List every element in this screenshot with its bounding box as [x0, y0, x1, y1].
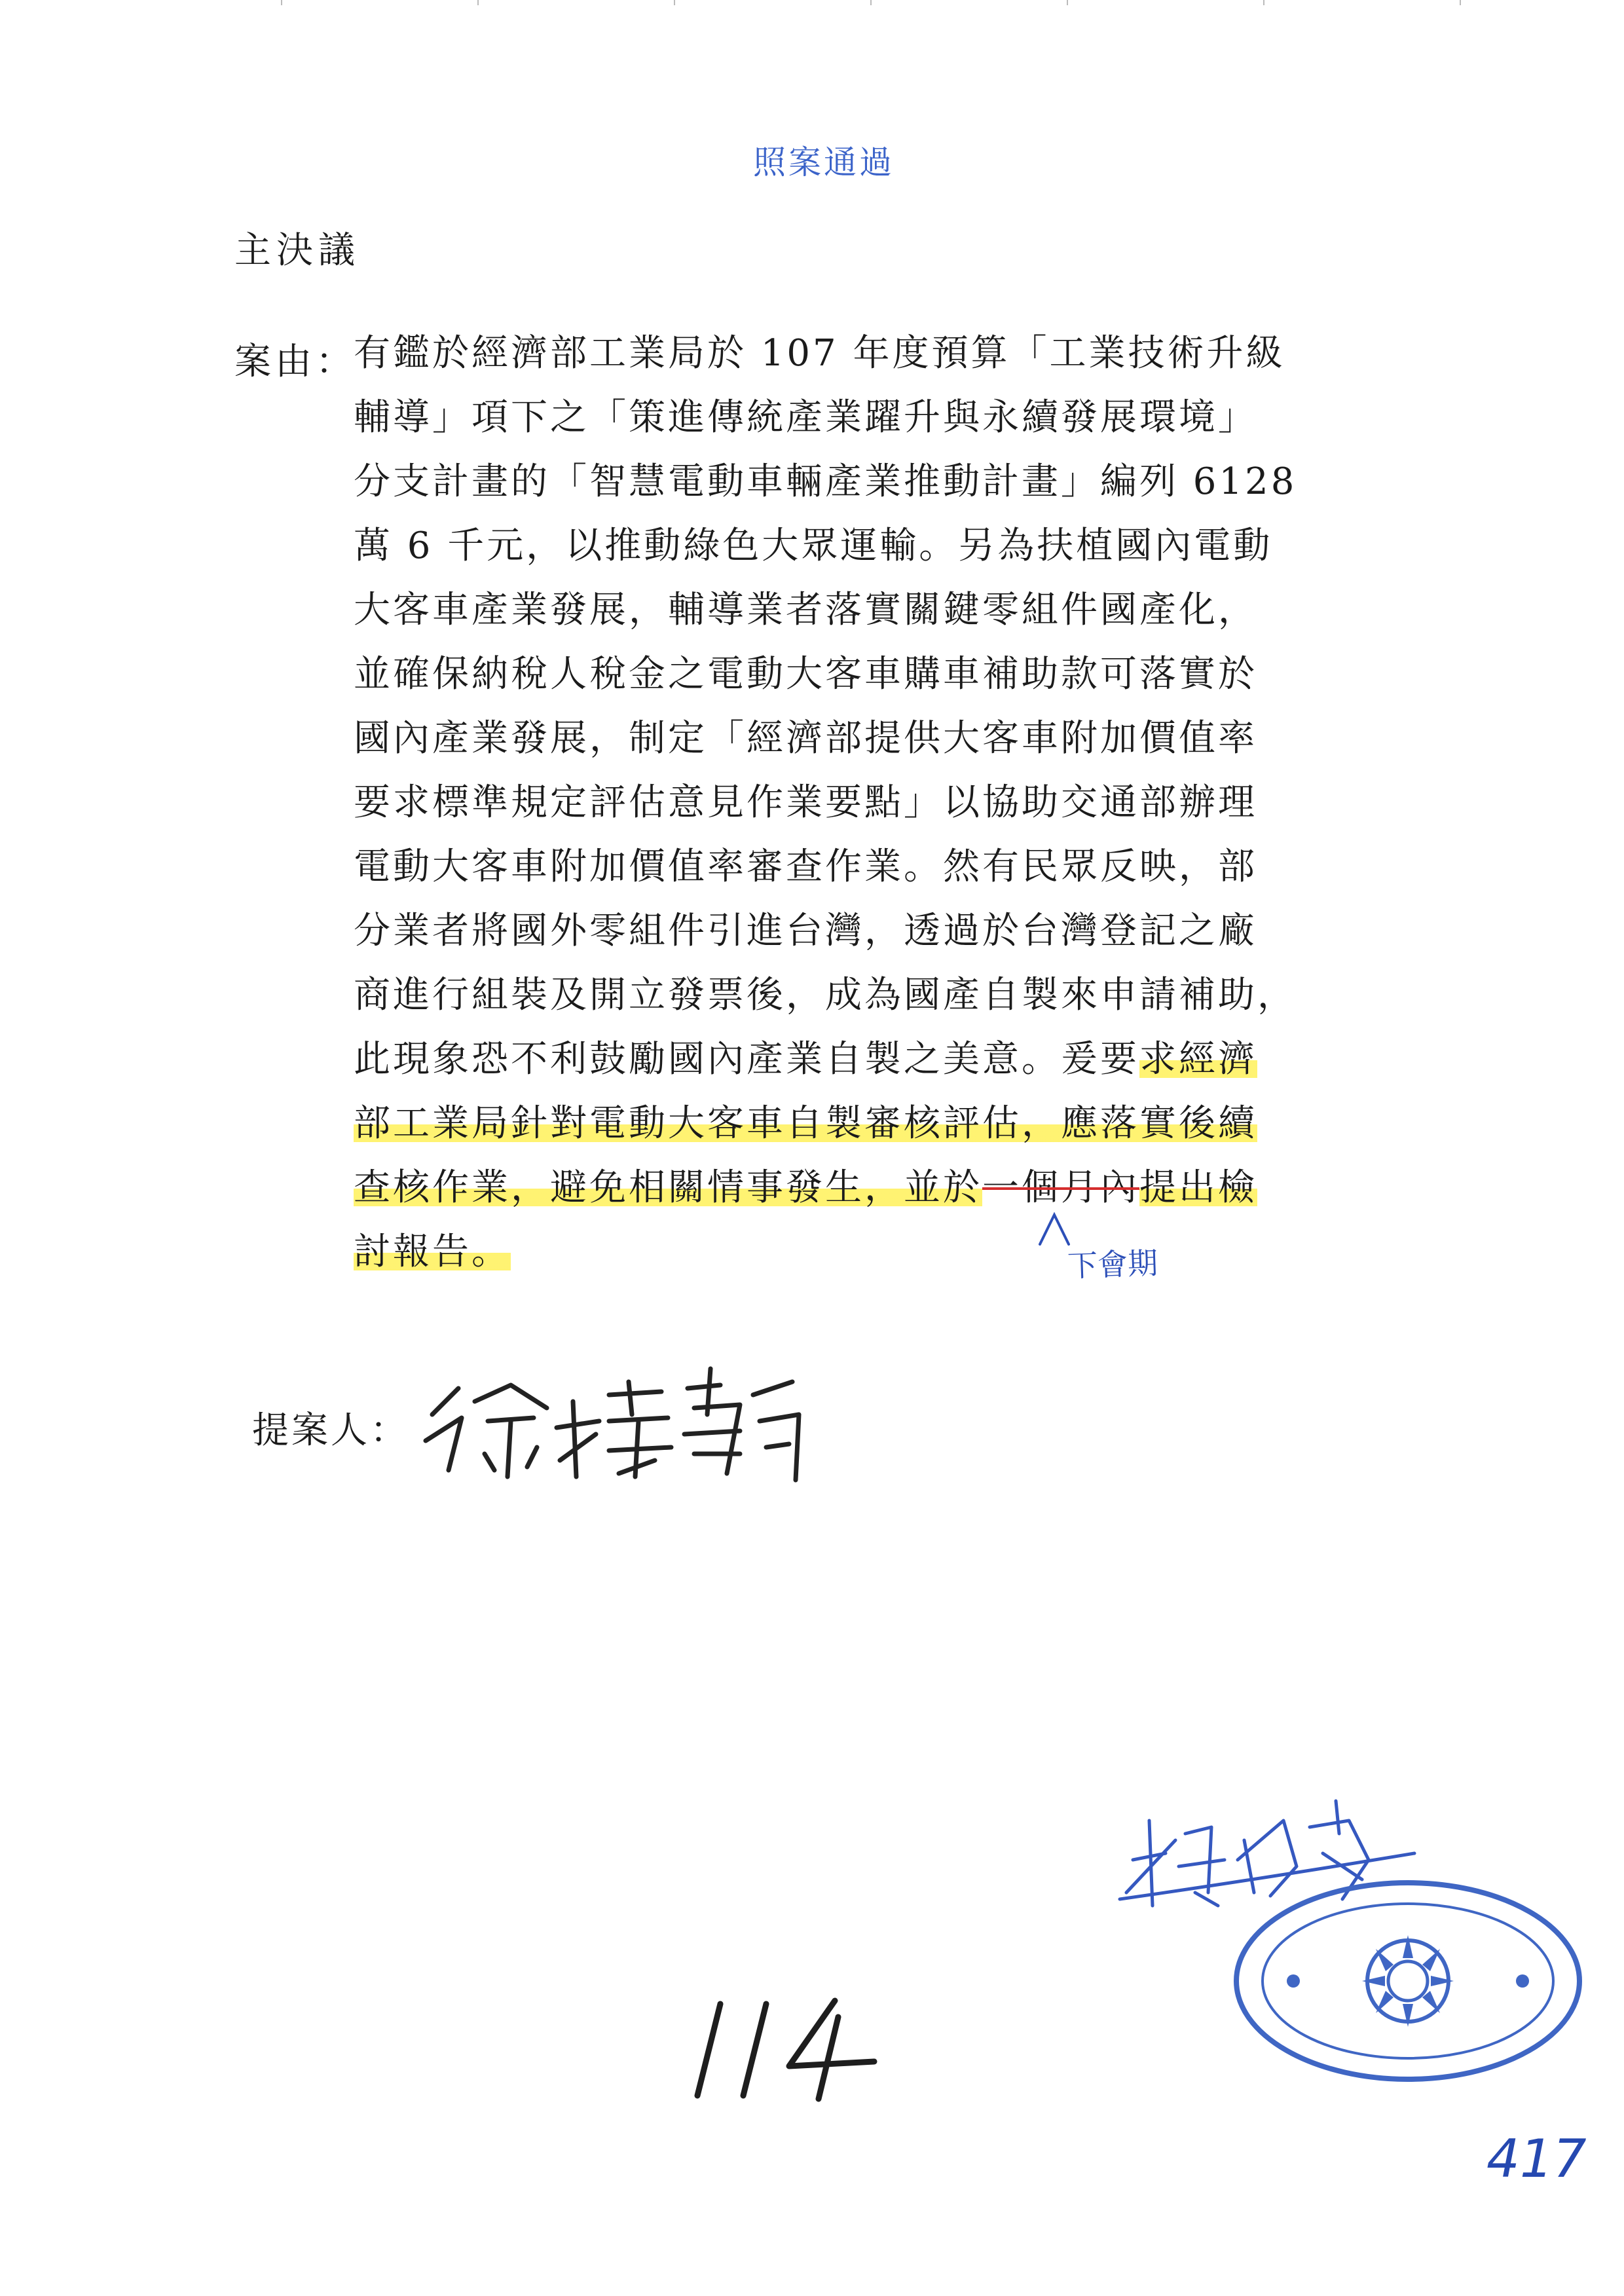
- case-line: [354, 1037, 1257, 1083]
- case-line: 並確保納稅人稅金之電動大客車購車補助款可落實於: [354, 653, 1257, 695]
- case-line: 有鑑於經濟部工業局於 107 年度預算「工業技術升級: [354, 332, 1285, 375]
- case-line-text: 此現象恐不利鼓勵國內產業自製之美意。爰要: [354, 1038, 1139, 1081]
- case-line: 輔導」項下之「策進傳統產業躍升與永續發展環境」: [354, 396, 1257, 439]
- case-line: 商進行組裝及開立發票後，成為國產自製來申請補助，: [354, 974, 1297, 1016]
- highlighted-text: 求經濟: [1139, 1038, 1257, 1081]
- handwritten-margin-note: 下會期: [1067, 1245, 1159, 1284]
- case-line: 分支計畫的「智慧電動車輛產業推動計畫」編列 6128: [354, 460, 1297, 503]
- case-line: 萬 6 千元，以推動綠色大眾運輸。另為扶植國內電動: [354, 525, 1273, 567]
- approved-stamp: 照案通過: [753, 143, 895, 181]
- case-line: 國內產業發展，制定「經濟部提供大客車附加價值率: [354, 717, 1257, 760]
- case-line: [354, 1165, 1257, 1211]
- case-line: [354, 1229, 511, 1275]
- proposer-signature: [413, 1356, 819, 1487]
- handwritten-page-number: [681, 1991, 891, 2109]
- proposer-label: 提案人：: [252, 1409, 409, 1452]
- case-line: 分業者將國外零組件引進台灣，透過於台灣登記之廠: [354, 910, 1257, 952]
- case-line: [354, 1101, 1257, 1147]
- highlighted-text: 部工業局針對電動大客車自製審核評估，應落實後續: [354, 1102, 1257, 1145]
- case-line: 要求標準規定評估意見作業要點」以協助交通部辦理: [354, 781, 1257, 824]
- highlighted-text: 提出檢: [1139, 1166, 1257, 1209]
- legislative-yuan-seal: [1225, 1873, 1591, 2089]
- struck-text: 一個月內: [982, 1166, 1139, 1209]
- highlighted-text: 查核作業，避免相關情事發生，並於: [354, 1166, 982, 1209]
- case-line: 電動大客車附加價值率審查作業。然有民眾反映，部: [354, 845, 1257, 888]
- scan-edge-marks: [0, 0, 1624, 26]
- case-line: 大客車產業發展，輔導業者落實關鍵零組件國產化，: [354, 589, 1257, 631]
- highlighted-text: 討報告。: [354, 1231, 511, 1273]
- resolution-heading: 主決議: [234, 229, 360, 272]
- corner-page-number: 417: [1486, 2128, 1587, 2189]
- case-label: 案由：: [234, 341, 356, 383]
